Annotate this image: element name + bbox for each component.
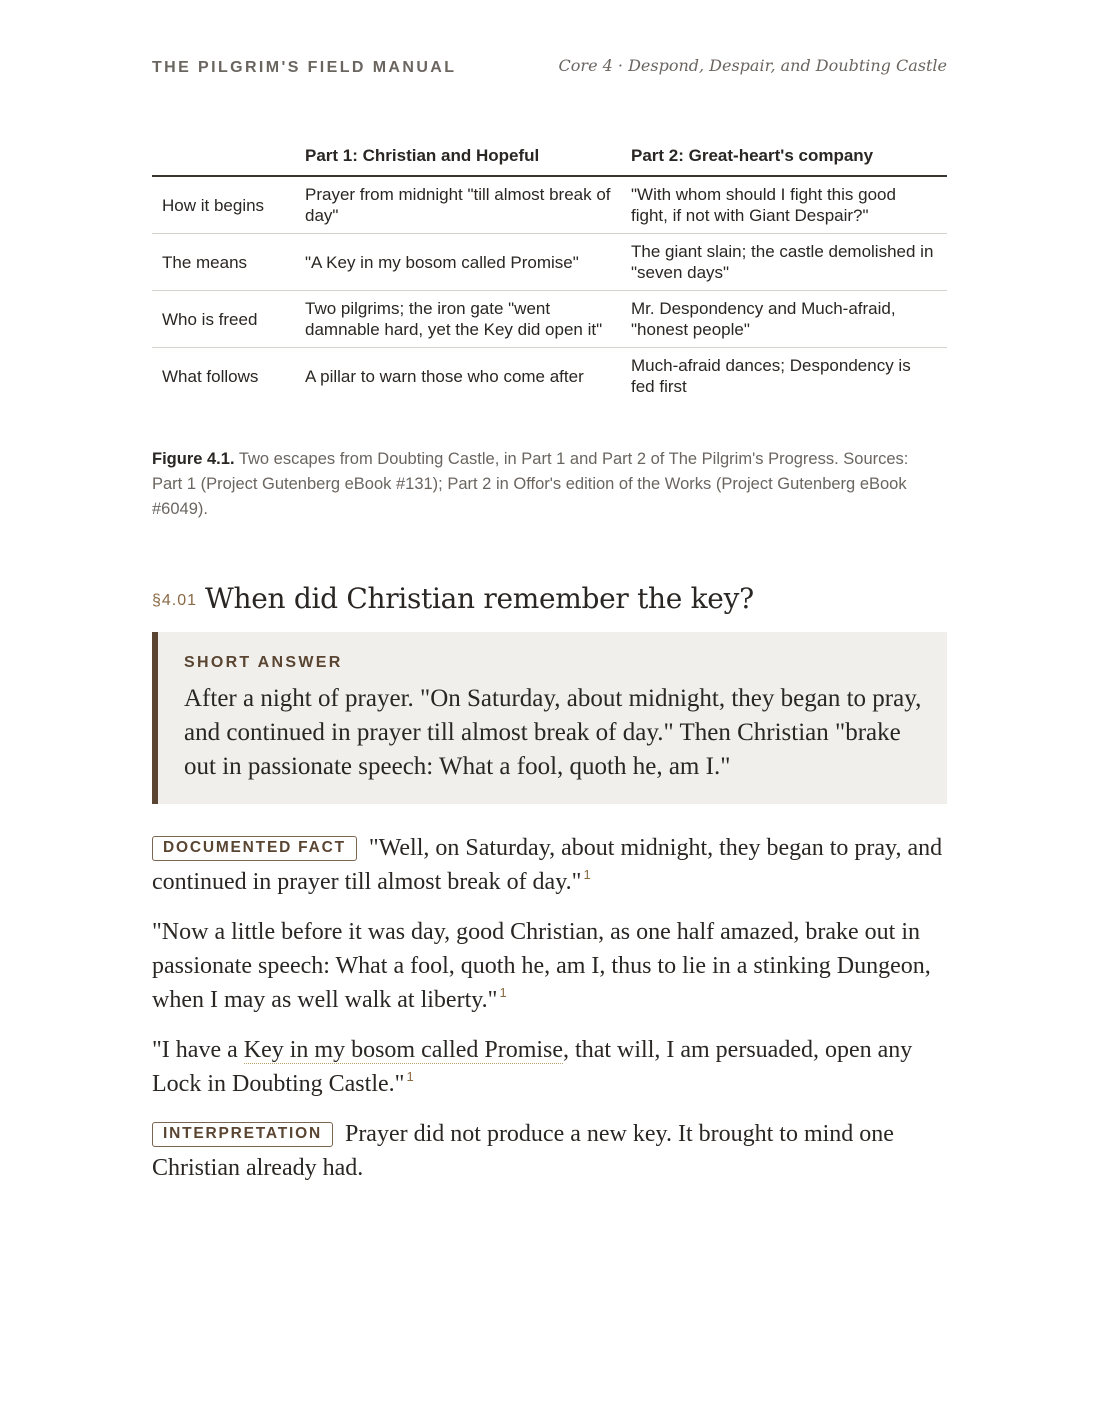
- footnote-ref[interactable]: 1: [583, 867, 591, 882]
- section-heading: [152, 582, 947, 615]
- table-cell-part2: Much-afraid dances; Despondency is fed first: [631, 356, 911, 396]
- interpretation-tag: INTERPRETATION: [152, 1122, 333, 1147]
- quote-text-end: , that will, I am persuaded, open any Lock in Doubting Castle.": [152, 1037, 913, 1097]
- paragraph-quote: [152, 915, 947, 1017]
- row-label: How it begins: [152, 176, 305, 234]
- chapter-title: Core 4 · Despond, Despair, and Doubting Castle: [558, 56, 947, 75]
- table-row: [152, 348, 947, 405]
- table-cell-part2: The giant slain; the castle demolished in "seven days": [631, 234, 947, 291]
- book-title: THE PILGRIM'S FIELD MANUAL: [152, 59, 457, 76]
- table-cell-part1: Two pilgrims; the iron gate "went damnable hard, yet the Key did open it": [305, 291, 631, 348]
- body-text: [152, 831, 947, 1201]
- table-cell-part1: Prayer from midnight "till almost break of day": [305, 176, 631, 234]
- quote-text: "Well, on Saturday, about midnight, they began to pray, and continued in prayer till almost break of day.": [152, 835, 943, 895]
- footnote-ref[interactable]: 1: [406, 1069, 414, 1084]
- table-cell-part1: "A Key in my bosom called Promise": [305, 234, 631, 291]
- short-answer-label: SHORT ANSWER: [184, 654, 343, 671]
- interpretation-text: Prayer did not produce a new key. It brought to mind one Christian already had.: [152, 1121, 894, 1181]
- figure-caption-text: Two escapes from Doubting Castle, in Part 1 and Part 2 of The Pilgrim's Progress. Sources: Part 1 (Project Gutenberg eBook #131); Part 2 in Offor's edition of the Works (Project Gutenberg eBook #6049).: [152, 450, 909, 518]
- quote-text: "Now a little before it was day, good Christian, as one half amazed, brake out in passionate speech: What a fool, quoth he, am I, thus to lie in a stinking Dungeon, when I may as well walk at liberty.": [152, 919, 931, 1013]
- quote-text-start: "I have a: [152, 1037, 244, 1063]
- figure-caption: [152, 447, 912, 522]
- table-cell-part2: Mr. Despondency and Much-afraid, "honest people": [631, 291, 947, 348]
- documented-fact-tag: DOCUMENTED FACT: [152, 836, 357, 861]
- table-row: [152, 176, 947, 234]
- section-title: When did Christian remember the key?: [205, 582, 754, 615]
- footnote-ref[interactable]: 1: [499, 985, 507, 1000]
- paragraph-fact: [152, 831, 947, 899]
- table-row: [152, 291, 947, 348]
- figure-label: Figure 4.1.: [152, 450, 235, 468]
- row-label: Who is freed: [152, 291, 305, 348]
- running-header: [152, 56, 947, 80]
- glossary-term-link[interactable]: Key in my bosom called Promise: [243, 1037, 564, 1063]
- short-answer-text: After a night of prayer. "On Saturday, about midnight, they began to pray, and continued in prayer till almost break of day." Then Christian "brake out in passionate speech: What a fool, quoth he, am I.": [184, 685, 922, 780]
- short-answer-box: [152, 632, 947, 804]
- column-header-empty: [152, 140, 305, 176]
- row-label: What follows: [162, 366, 259, 386]
- comparison-table: [152, 140, 947, 404]
- row-label: The means: [152, 234, 305, 291]
- table-header-row: [152, 140, 947, 176]
- paragraph-interpretation: [152, 1117, 947, 1185]
- table-cell-part2: "With whom should I fight this good fight, if not with Giant Despair?": [631, 176, 947, 234]
- column-header-part2: Part 2: Great-heart's company: [631, 140, 947, 176]
- table-row: [152, 234, 947, 291]
- paragraph-quote: [152, 1033, 947, 1101]
- table-cell-part1: A pillar to warn those who come after: [305, 366, 584, 386]
- section-number: §4.01: [152, 592, 198, 609]
- column-header-part1: Part 1: Christian and Hopeful: [305, 140, 631, 176]
